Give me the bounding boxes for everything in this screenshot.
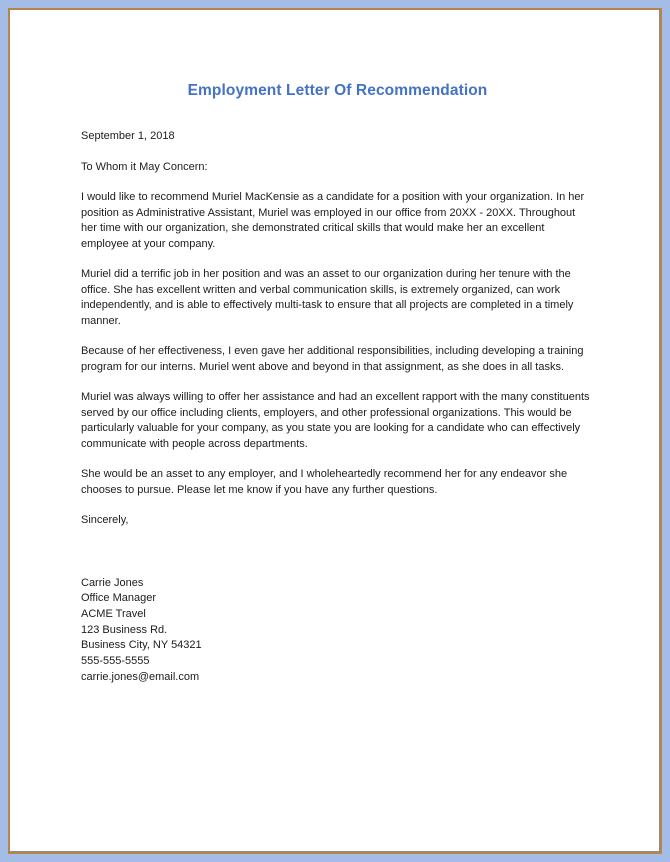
letter-paragraph-1: I would like to recommend Muriel MacKensie as a candidate for a position with your organization. In her position as Administrative Assistant, Muriel was employed in our office from 20XX - 20XX. Throughout her time with our organization, she demonstrated critical skills that would make her an excellent employee at your company.	[81, 191, 585, 250]
signature-block	[81, 576, 594, 686]
letter-paragraph-4: Muriel was always willing to offer her assistance and had an excellent rapport with the many constituents served by our office including clients, employers, and other professional organizations. This would be particularly valuable for your company, as you state you are looking for a candidate who can effectively communicate with people across departments.	[81, 391, 590, 450]
letter-date: September 1, 2018	[81, 130, 175, 142]
signature-email: carrie.jones@email.com	[81, 670, 200, 683]
letter-paragraph-3: Because of her effectiveness, I even gave her additional responsibilities, including developing a training program for our interns. Muriel went above and beyond in that assignment, as she does in all tasks.	[81, 345, 584, 373]
letter-paragraph-2: Muriel did a terrific job in her position and was an asset to our organization during her tenure with the office. She has excellent written and verbal communication skills, is extremely organized, can work independently, and is able to effectively multi-task to ensure that all projects are completed in a timely manner.	[81, 268, 574, 327]
letter-paragraph-5: She would be an asset to any employer, and I wholeheartedly recommend her for any endeavor she chooses to pursue. Please let me know if you have any further questions.	[81, 468, 568, 496]
signature-name: Carrie Jones	[81, 576, 144, 589]
signature-company: ACME Travel	[81, 607, 146, 620]
letter-sheet	[8, 8, 662, 854]
signature-street: 123 Business Rd.	[81, 623, 168, 636]
letter-salutation: To Whom it May Concern:	[81, 160, 208, 173]
signature-city: Business City, NY 54321	[81, 639, 202, 652]
signature-phone: 555-555-5555	[81, 655, 150, 668]
letter-closing: Sincerely,	[81, 514, 129, 526]
signature-role: Office Manager	[81, 592, 157, 605]
letter-title: Employment Letter Of Recommendation	[187, 82, 488, 99]
